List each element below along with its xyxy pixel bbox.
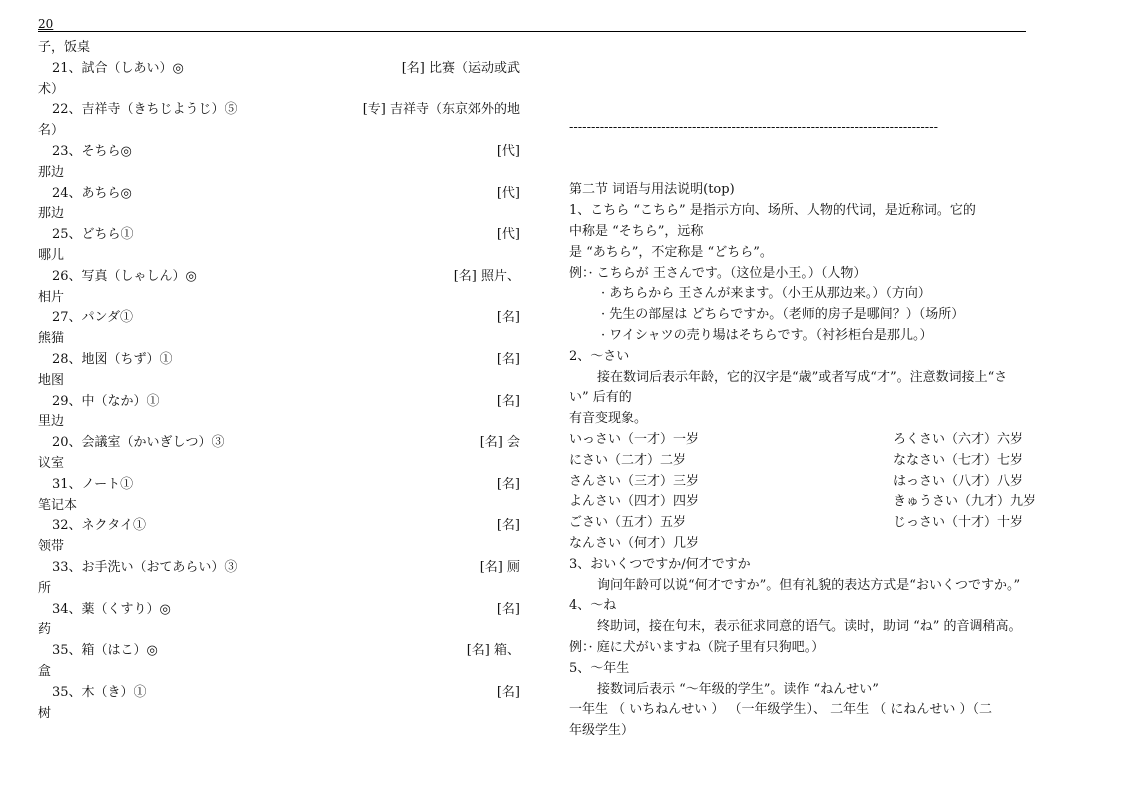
vocab-meaning: 里边 <box>38 414 65 430</box>
vocab-part-of-speech: [名] 比赛（运动或武 <box>401 60 520 76</box>
vocab-part-of-speech: [名] <box>496 393 520 409</box>
vocab-part-of-speech: [专] 吉祥寺（东京郊外的地 <box>362 102 520 118</box>
age-reading: ろくさい（六才）六岁 <box>893 431 1024 447</box>
vocab-headword: 20、会議室（かいぎしつ）③ <box>52 435 225 451</box>
vocab-headword: 26、写真（しゃしん）◎ <box>52 268 197 284</box>
vocab-entry <box>38 392 520 413</box>
usage-note-line: 终助词，接在句末，表示征求同意的语气。读时，助词 “ね” 的音调稍高。 <box>597 619 1022 635</box>
vocab-headword: 27、パンダ① <box>52 310 134 326</box>
vocab-headword: 32、ネクタイ① <box>52 518 147 534</box>
vocab-entry <box>38 142 520 163</box>
usage-note-line: · 先生の部屋は どちらですか。（老师的房子是哪间？）（场所） <box>601 307 965 323</box>
age-row <box>569 534 1053 555</box>
vocab-headword: 33、お手洗い（おてあらい）③ <box>52 559 238 575</box>
vocab-headword: 23、そちら◎ <box>52 143 132 159</box>
vocab-entry <box>38 641 520 662</box>
vocab-headword: 35、木（き）① <box>52 684 147 700</box>
vocab-entry <box>38 350 520 371</box>
usage-note-line: 中称是 “そちら”，远称 <box>569 223 704 239</box>
usage-note-line: 例：· 庭に犬がいますね（院子里有只狗吧。） <box>569 639 825 655</box>
age-reading: ごさい（五才）五岁 <box>569 515 687 531</box>
vocab-part-of-speech: [代] <box>496 227 520 243</box>
age-reading: はっさい（八才）八岁 <box>893 473 1024 489</box>
vocab-meaning: 名） <box>38 123 65 139</box>
vocab-part-of-speech: [名] 照片、 <box>453 268 520 284</box>
vocab-entry <box>38 59 520 80</box>
age-reading: じっさい（十才）十岁 <box>893 515 1024 531</box>
vocab-headword: 21、試合（しあい）◎ <box>52 60 184 76</box>
vocab-meaning: 所 <box>38 580 52 596</box>
usage-note-line: 接数词后表示 “～年级的学生”。读作 “ねんせい” <box>597 681 879 697</box>
age-reading: よんさい（四才）四岁 <box>569 494 700 510</box>
age-reading: なんさい（何才）几岁 <box>569 535 700 551</box>
vocab-part-of-speech: [名] <box>496 476 520 492</box>
vocab-part-of-speech: [名] <box>496 310 520 326</box>
usage-note-line: 3、おいくつですか/何才ですか <box>569 556 751 572</box>
vocab-entry <box>38 308 520 329</box>
usage-note-line: 5、～年生 <box>569 660 630 676</box>
vocab-entry <box>38 683 520 704</box>
vocab-meaning: 盒 <box>38 663 52 679</box>
age-row <box>569 430 1053 451</box>
vocab-part-of-speech: [名] <box>496 601 520 617</box>
age-reading: さんさい（三才）三岁 <box>569 473 700 489</box>
vocab-meaning: 那边 <box>38 164 65 180</box>
blank-line <box>569 139 1053 160</box>
usage-note-line: · ワイシャツの売り場はそちらです。（衬衫柜台是那儿。） <box>601 327 933 343</box>
usage-note-line: 一年生 （ いちねんせい ） （一年级学生）、 二年生 （ にねんせい ）（二 <box>569 702 993 718</box>
vocab-part-of-speech: [名] 会 <box>479 435 520 451</box>
vocab-entry <box>38 184 520 205</box>
blank-line <box>569 160 1053 181</box>
vocab-entry <box>38 475 520 496</box>
vocabulary-list <box>38 38 520 724</box>
vocab-headword: 34、薬（くすり）◎ <box>52 601 171 617</box>
vocab-entry <box>38 100 520 121</box>
vocab-entry <box>38 267 520 288</box>
vocab-meaning: 那边 <box>38 206 65 222</box>
usage-note-line: 是 “あちら”，不定称是 “どちら”。 <box>569 244 773 260</box>
usage-note-line: 例：· こちらが 王さんです。（这位是小王。）（人物） <box>569 265 867 281</box>
vocab-part-of-speech: [名] <box>496 351 520 367</box>
age-reading: にさい（二才）二岁 <box>569 452 687 468</box>
vocab-meaning: 术） <box>38 81 65 97</box>
vocab-meaning: 领带 <box>38 539 65 555</box>
vocab-meaning: 议室 <box>38 455 65 471</box>
age-row <box>569 472 1053 493</box>
header-rule <box>38 31 1026 32</box>
vocab-meaning: 地图 <box>38 372 65 388</box>
section-title: 第二节 词语与用法说明(top) <box>569 182 735 198</box>
age-reading: ななさい（七才）七岁 <box>893 452 1024 468</box>
vocab-part-of-speech: [名] <box>496 684 520 700</box>
vocab-meaning: 熊猫 <box>38 331 65 347</box>
vocab-entry <box>38 600 520 621</box>
vocab-meaning: 笔记本 <box>38 497 78 513</box>
usage-note-line: 年级学生） <box>569 723 635 739</box>
usage-note-line: 有音变现象。 <box>569 411 648 427</box>
vocab-part-of-speech: [名] <box>496 518 520 534</box>
usage-note-line: 4、～ね <box>569 598 617 614</box>
vocab-entry <box>38 225 520 246</box>
usage-note-line: · あちらから 王さんが来ます。（小王从那边来。）（方向） <box>601 286 931 302</box>
vocab-entry <box>38 558 520 579</box>
age-row <box>569 451 1053 472</box>
vocab-continuation: 子，饭桌 <box>38 40 91 55</box>
age-reading: いっさい（一才）一岁 <box>569 431 700 447</box>
usage-note-line: 接在数词后表示年龄，它的汉字是“歳”或者写成“才”。注意数词接上“さ <box>597 369 1008 385</box>
usage-note-line: 1、こちら “こちら” 是指示方向、场所、人物的代词，是近称词。它的 <box>569 203 976 219</box>
section-divider: ------------------------------------------------------------------------------------ <box>569 120 938 135</box>
usage-notes-section <box>569 118 1053 742</box>
page-number: 20 <box>38 17 54 31</box>
vocab-headword: 35、箱（はこ）◎ <box>52 643 158 659</box>
vocab-entry <box>38 516 520 537</box>
age-row <box>569 513 1053 534</box>
vocab-headword: 24、あちら◎ <box>52 185 132 201</box>
vocab-headword: 28、地図（ちず）① <box>52 351 173 367</box>
vocab-part-of-speech: [代] <box>496 185 520 201</box>
usage-note-line: 询问年龄可以说“何才ですか”。但有礼貌的表达方式是“おいくつですか。” <box>597 577 1021 593</box>
usage-note-line: 2、～さい <box>569 348 630 364</box>
vocab-entry <box>38 433 520 454</box>
vocab-headword: 22、吉祥寺（きちじようじ）⑤ <box>52 102 238 118</box>
vocab-meaning: 哪儿 <box>38 247 65 263</box>
age-row <box>569 492 1053 513</box>
usage-note-line: い” 后有的 <box>569 390 632 406</box>
vocab-part-of-speech: [名] 箱、 <box>466 643 520 659</box>
vocab-headword: 31、ノート① <box>52 476 134 492</box>
vocab-meaning: 树 <box>38 705 52 721</box>
vocab-meaning: 相片 <box>38 289 65 305</box>
age-reading: きゅうさい（九才）九岁 <box>893 494 1037 510</box>
vocab-meaning: 药 <box>38 622 52 638</box>
vocab-headword: 29、中（なか）① <box>52 393 160 409</box>
vocab-part-of-speech: [名] 厕 <box>479 559 520 575</box>
vocab-part-of-speech: [代] <box>496 143 520 159</box>
vocab-headword: 25、どちら① <box>52 227 134 243</box>
